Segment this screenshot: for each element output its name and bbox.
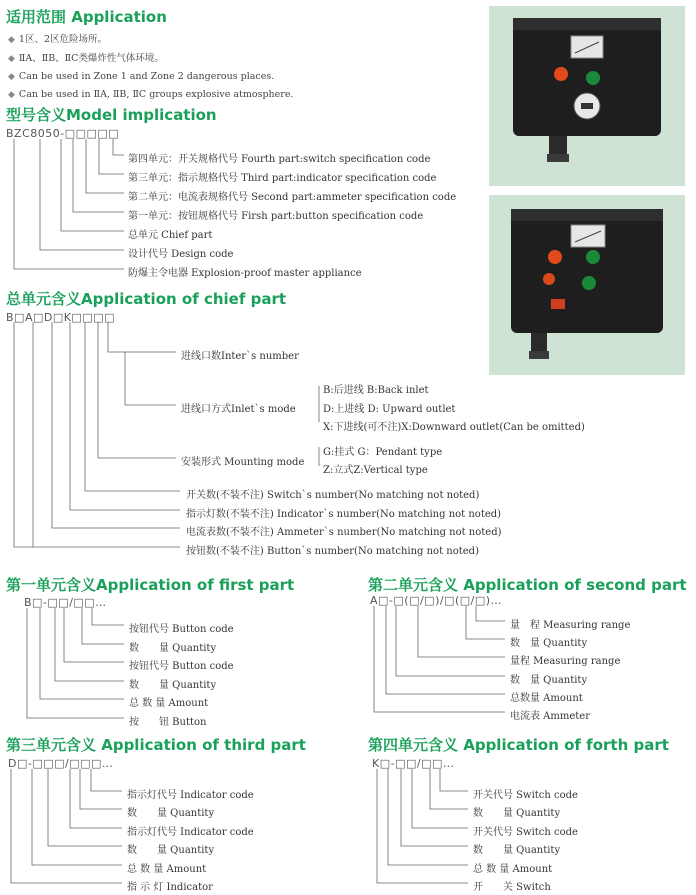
chief-title: 总单元含义Application of chief part <box>6 290 287 308</box>
model-label-design: 设计代号 Design code <box>128 249 234 260</box>
first-code: B□-□□/□□… <box>24 596 107 609</box>
model-label-chief: 总单元 Chief part <box>128 230 213 241</box>
third-label-2: 数 量 Quantity <box>127 808 215 819</box>
fourth-label-6: 开 关 Switch <box>473 882 551 893</box>
second-label-5: 总数量 Amount <box>510 693 583 704</box>
diamond-icon: ◆ <box>8 54 15 64</box>
chief-inlet-option-x: X:下进线(可不注)X:Downward outlet(Can be omitted) <box>323 422 585 433</box>
application-title: 适用范围 Application <box>6 8 167 26</box>
chief-inlet-mode: 进线口方式Inlet`s mode <box>181 404 296 415</box>
fourth-title: 第四单元含义 Application of forth part <box>368 736 669 754</box>
model-label-explosion: 防爆主令电器 Explosion-proof master appliance <box>128 268 362 279</box>
bullet-1: ◆ 1区、2区危险场所。 <box>8 34 108 45</box>
third-title: 第三单元含义 Application of third part <box>6 736 306 754</box>
bullet-4: ◆ Can be used in ⅡA, ⅡB, ⅡC groups explosive atmosphere. <box>8 89 294 100</box>
chief-indicator-count: 指示灯数(不装不注) Indicator`s number(No matching not noted) <box>186 509 502 520</box>
chief-ammeter-count: 电流表数(不装不注) Ammeter`s number(No matching not noted) <box>186 527 502 538</box>
model-label-fourth: 第四单元：开关规格代号 Fourth part:switch specification code <box>128 154 431 165</box>
fourth-label-1: 开关代号 Switch code <box>473 790 578 801</box>
fourth-label-2: 数 量 Quantity <box>473 808 561 819</box>
model-code: BZC8050-□□□□□ <box>6 127 120 140</box>
model-label-second: 第二单元：电流表规格代号 Second part:ammeter specification code <box>128 192 457 203</box>
second-code: A□-□(□/□)/□(□/□)… <box>370 594 503 607</box>
second-label-2: 数 量 Quantity <box>510 638 588 649</box>
chief-code: B□A□D□K□□□□ <box>6 311 116 324</box>
model-label-third: 第三单元：指示规格代号 Third part:indicator specification code <box>128 173 437 184</box>
third-label-3: 指示灯代号 Indicator code <box>127 827 254 838</box>
fourth-label-4: 数 量 Quantity <box>473 845 561 856</box>
chief-switch-count: 开关数(不装不注) Switch`s number(No matching not noted) <box>186 490 480 501</box>
second-label-3: 量程 Measuring range <box>510 656 621 667</box>
model-label-first: 第一单元：按钮规格代号 Firsh part:button specification code <box>128 211 424 222</box>
chief-button-count: 按钮数(不装不注) Button`s number(No matching not noted) <box>186 546 479 557</box>
model-title: 型号含义Model implication <box>6 106 217 124</box>
third-label-4: 数 量 Quantity <box>127 845 215 856</box>
fourth-code: K□-□□/□□… <box>372 757 455 770</box>
chief-mounting-option-z: Z:立式Z:Vertical type <box>323 465 428 476</box>
diamond-icon: ◆ <box>8 90 15 100</box>
second-label-1: 量 程 Measuring range <box>510 620 631 631</box>
first-label-5: 总 数 量 Amount <box>129 698 209 709</box>
diamond-icon: ◆ <box>8 35 15 45</box>
first-title: 第一单元含义Application of first part <box>6 576 295 594</box>
diamond-icon: ◆ <box>8 72 15 82</box>
first-label-1: 按钮代号 Button code <box>129 624 234 635</box>
fourth-label-3: 开关代号 Switch code <box>473 827 578 838</box>
second-title: 第二单元含义 Application of second part <box>368 576 687 594</box>
chief-inlet-option-b: B:后进线 B:Back inlet <box>323 385 429 396</box>
first-label-3: 按钮代号 Button code <box>129 661 234 672</box>
bullet-3: ◆ Can be used in Zone 1 and Zone 2 dangerous places. <box>8 71 275 82</box>
third-code: D□-□□□/□□□… <box>8 757 114 770</box>
third-label-6: 指 示 灯 Indicator <box>127 882 213 893</box>
second-label-4: 数 量 Quantity <box>510 675 588 686</box>
third-label-5: 总 数 量 Amount <box>127 864 207 875</box>
chief-mounting-mode: 安装形式 Mounting mode <box>181 457 305 468</box>
second-label-6: 电流表 Ammeter <box>510 711 590 722</box>
first-label-4: 数 量 Quantity <box>129 680 217 691</box>
chief-inlet-option-d: D:上进线 D: Upward outlet <box>323 404 456 415</box>
third-label-1: 指示灯代号 Indicator code <box>127 790 254 801</box>
chief-inlet-number: 进线口数Inter`s number <box>181 351 299 362</box>
chief-mounting-option-g: G:挂式 G：Pendant type <box>323 447 443 458</box>
fourth-label-5: 总 数 量 Amount <box>473 864 553 875</box>
bullet-2: ◆ ⅡA、ⅡB、ⅡC类爆炸性气体环境。 <box>8 53 164 64</box>
first-label-2: 数 量 Quantity <box>129 643 217 654</box>
first-label-6: 按 钮 Button <box>129 717 207 728</box>
